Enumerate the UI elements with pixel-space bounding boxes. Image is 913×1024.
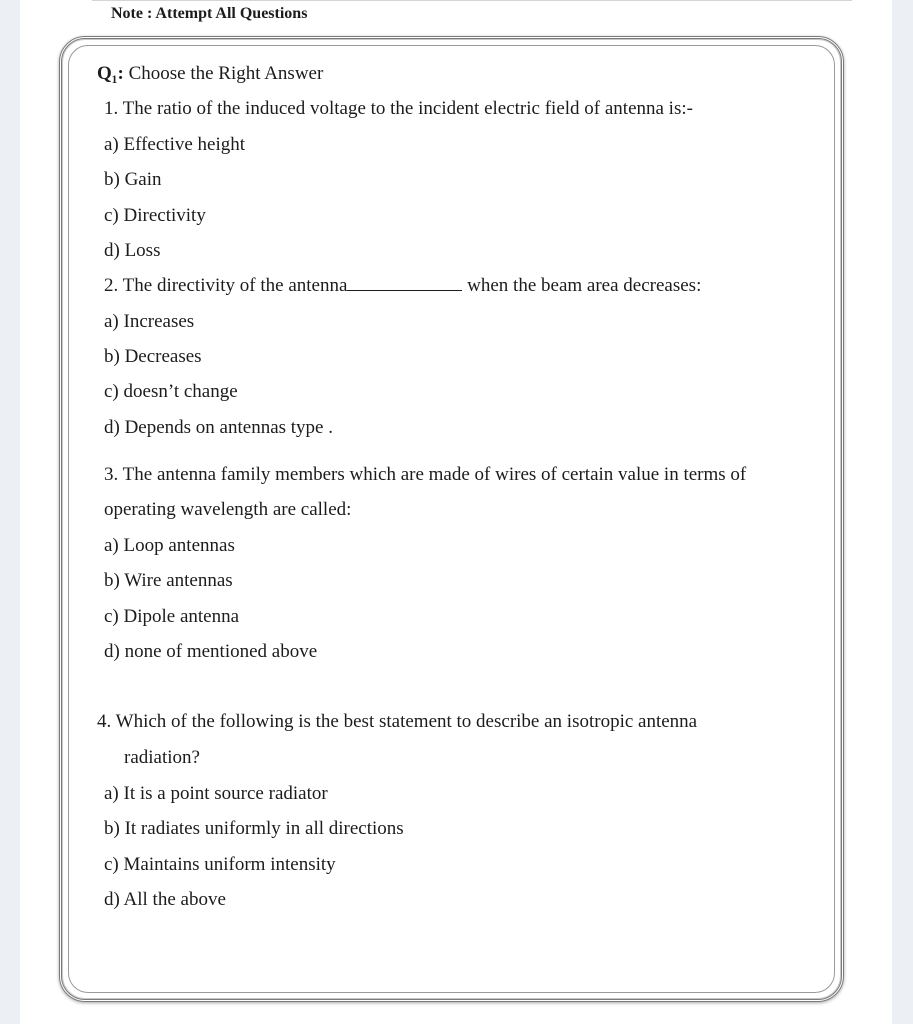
question-4-option-a: a) It is a point source radiator — [104, 783, 328, 804]
question-4-text-line-1: 4. Which of the following is the best statement to describe an isotropic antenna — [97, 711, 698, 732]
question-1-option-c: c) Directivity — [104, 205, 206, 226]
question-1-text: 1. The ratio of the induced voltage to the incident electric field of antenna is:- — [104, 98, 693, 119]
question-3-option-d: d) none of mentioned above — [104, 641, 318, 662]
question-2-option-c: c) doesn’t change — [104, 381, 238, 402]
section-title: Choose the Right Answer — [128, 63, 324, 84]
section-heading — [97, 62, 323, 86]
question-3-option-a: a) Loop antennas — [104, 535, 235, 556]
question-2-text — [104, 274, 701, 298]
question-4-text-line-2: radiation? — [124, 747, 200, 768]
question-4-option-b: b) It radiates uniformly in all directions — [104, 818, 404, 839]
question-3-option-b: b) Wire antennas — [104, 570, 233, 591]
question-2-option-a: a) Increases — [104, 311, 195, 332]
question-4-option-c: c) Maintains uniform intensity — [104, 854, 336, 875]
question-1-option-a: a) Effective height — [104, 134, 246, 155]
question-2-text-after: when the beam area decreases: — [467, 275, 702, 296]
answer-blank — [347, 274, 462, 291]
question-3-text-line-2: operating wavelength are called: — [104, 499, 352, 520]
exam-note: Note : Attempt All Questions — [111, 5, 308, 22]
top-rule — [92, 0, 852, 1]
question-2-text-before: 2. The directivity of the antenna — [104, 275, 348, 296]
question-1-option-d: d) Loss — [104, 240, 161, 261]
question-4-option-d: d) All the above — [104, 889, 226, 910]
question-3-option-c: c) Dipole antenna — [104, 606, 240, 627]
section-label: Q₁: — [97, 63, 124, 84]
question-2-option-b: b) Decreases — [104, 346, 202, 367]
question-3-text-line-1: 3. The antenna family members which are made of wires of certain value in terms of — [104, 464, 747, 485]
question-1-option-b: b) Gain — [104, 169, 162, 190]
question-2-option-d: d) Depends on antennas type . — [104, 417, 333, 438]
